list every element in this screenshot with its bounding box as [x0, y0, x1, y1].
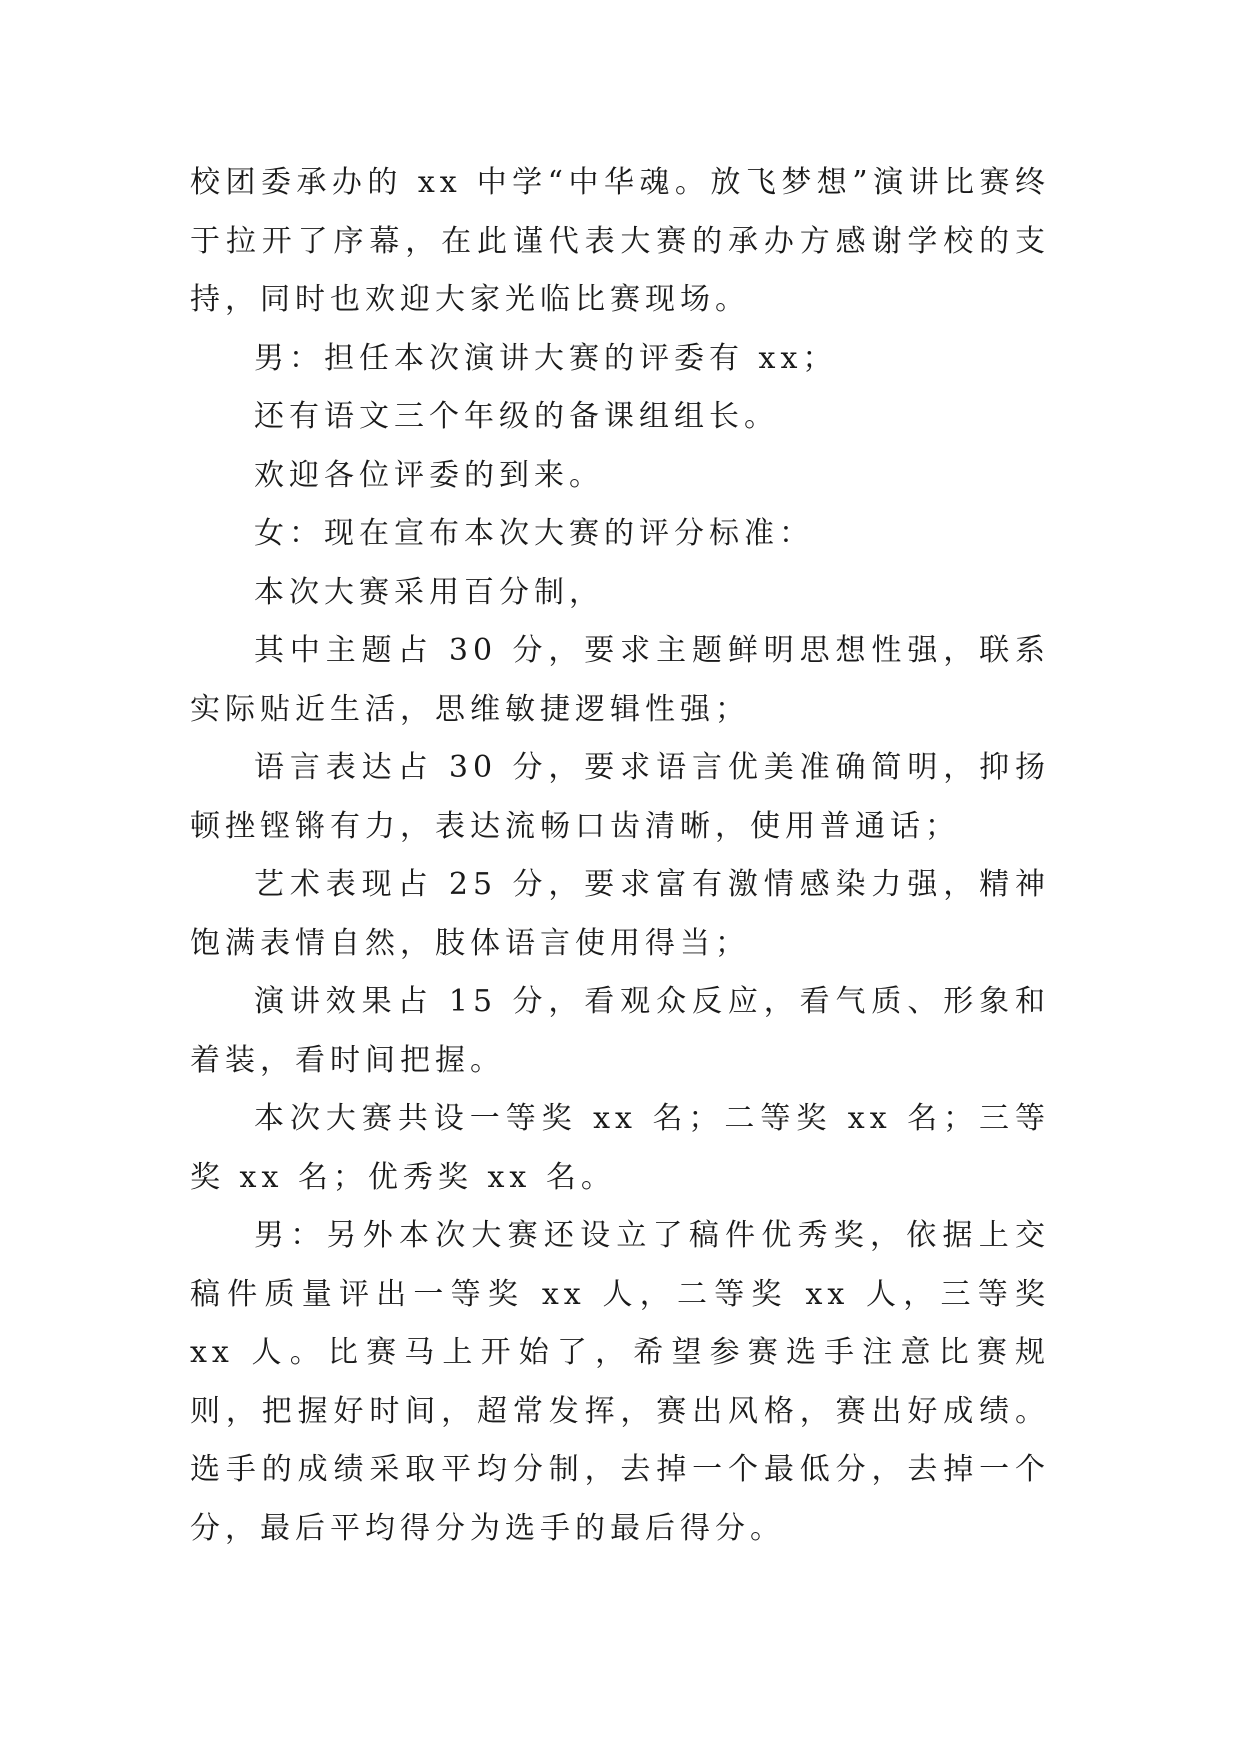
paragraph-group-leaders: 还有语文三个年级的备课组组长。 [254, 399, 779, 434]
paragraph-theme-score: 其中主题占 30 分，要求主题鲜明思想性强，联系实际贴近生活，思维敏捷逻辑性强； [190, 633, 1050, 727]
document-body [190, 154, 1050, 1558]
paragraph-awards: 本次大赛共设一等奖 xx 名；二等奖 xx 名；三等奖 xx 名；优秀奖 xx 名。 [190, 1101, 1050, 1195]
paragraph-percentage-system: 本次大赛采用百分制， [254, 574, 604, 610]
paragraph-language-score: 语言表达占 30 分，要求语言优美准确简明，抑扬顿挫铿锵有力，表达流畅口齿清晰，使用普通话； [190, 750, 1050, 844]
paragraph-art-score: 艺术表现占 25 分，要求富有激情感染力强，精神饱满表情自然，肢体语言使用得当； [190, 867, 1050, 961]
paragraph-intro: 校团委承办的 xx 中学“中华魂。放飞梦想”演讲比赛终于拉开了序幕，在此谨代表大赛的承办方感谢学校的支持，同时也欢迎大家光临比赛现场。 [190, 165, 1050, 317]
paragraph-effect-score: 演讲效果占 15 分，看观众反应，看气质、形象和着装，看时间把握。 [190, 984, 1050, 1078]
paragraph-welcome-judges: 欢迎各位评委的到来。 [254, 457, 604, 493]
paragraph-scoring-announce: 女：现在宣布本次大赛的评分标准： [254, 516, 814, 551]
paragraph-judges: 男：担任本次演讲大赛的评委有 xx； [254, 340, 838, 376]
paragraph-manuscript-award: 男：另外本次大赛还设立了稿件优秀奖，依据上交稿件质量评出一等奖 xx 人，二等奖 xx 人，三等奖 xx 人。比赛马上开始了，希望参赛选手注意比赛规则，把握好时间，超常发挥，赛出风格，赛出好成绩。选手的成绩采取平均分制，去掉一个最低分，去掉一个分，最后平均得分为选手的最后得分。 [190, 1218, 1050, 1546]
